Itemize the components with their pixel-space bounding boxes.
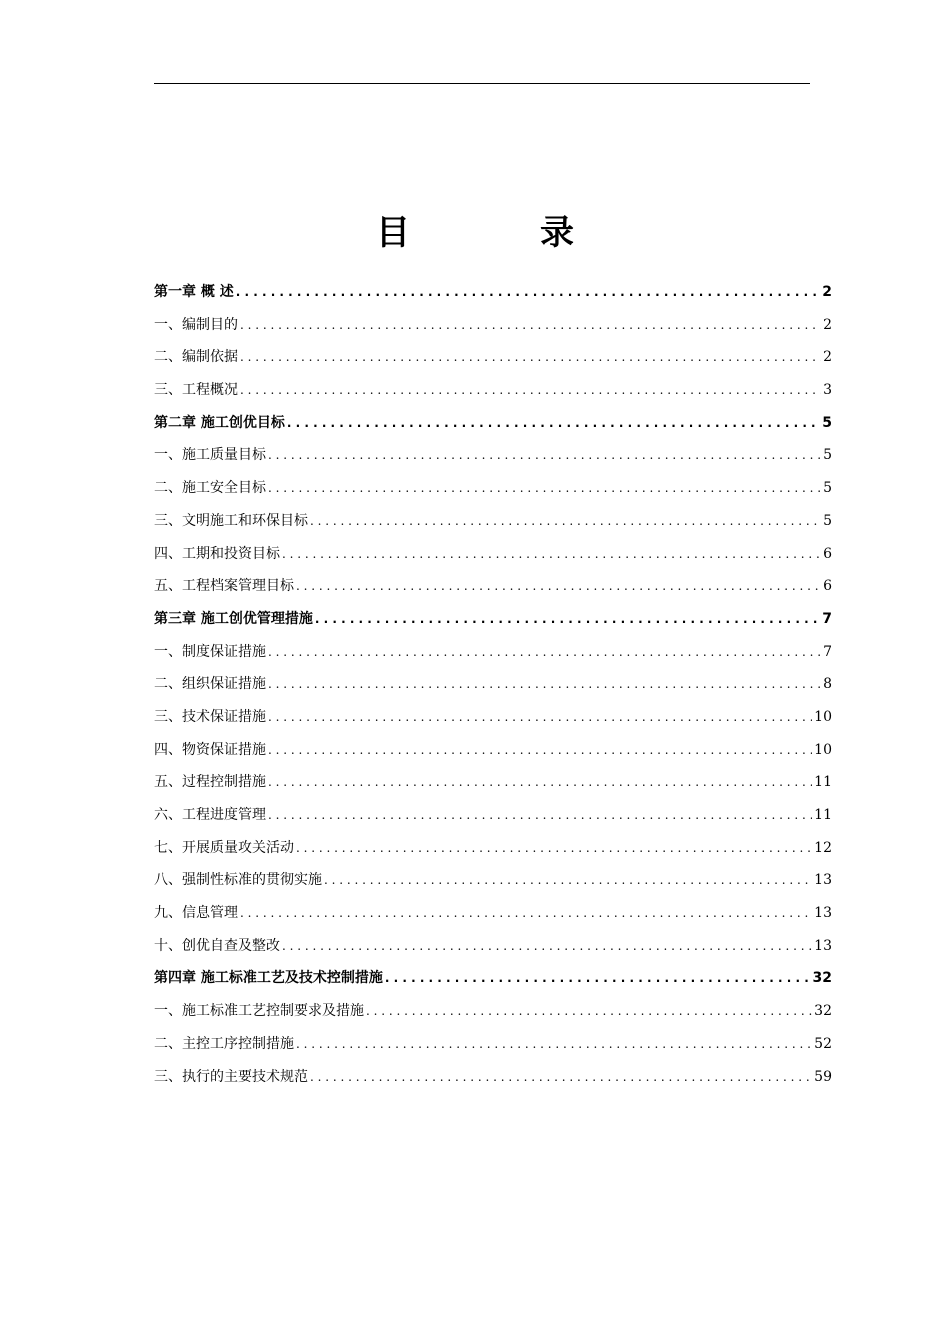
toc-entry-label: 八、强制性标准的贯彻实施 xyxy=(154,872,322,889)
toc-leader xyxy=(296,570,821,603)
toc-title: 目 录 xyxy=(376,213,622,253)
toc-entry-section[interactable] xyxy=(154,472,832,505)
toc-entry-label: 九、信息管理 xyxy=(154,905,238,922)
toc-leader xyxy=(385,962,811,995)
toc-page-number: 2 xyxy=(823,349,832,366)
toc-entry-section[interactable] xyxy=(154,864,832,897)
toc-entry-section[interactable] xyxy=(154,766,832,799)
toc-entry-label: 第三章 施工创优管理措施 xyxy=(154,610,313,627)
toc-page-number: 5 xyxy=(822,414,832,431)
toc-leader xyxy=(268,636,821,669)
toc-entry-label: 二、施工安全目标 xyxy=(154,480,266,497)
toc-leader xyxy=(268,766,812,799)
toc-page-number: 13 xyxy=(814,872,832,889)
toc-entry-section[interactable] xyxy=(154,570,832,603)
toc-entry-label: 二、编制依据 xyxy=(154,349,238,366)
toc-entry-label: 三、工程概况 xyxy=(154,382,238,399)
toc-page-number: 6 xyxy=(823,545,832,562)
toc-page-number: 13 xyxy=(814,937,832,954)
toc-entry-label: 三、技术保证措施 xyxy=(154,708,266,725)
toc-entry-label: 一、制度保证措施 xyxy=(154,643,266,660)
toc-leader xyxy=(310,505,821,538)
toc-entry-label: 四、工期和投资目标 xyxy=(154,545,280,562)
toc-entry-label: 第二章 施工创优目标 xyxy=(154,414,285,431)
toc-entry-chapter[interactable] xyxy=(154,962,832,995)
toc-entry-section[interactable] xyxy=(154,538,832,571)
toc-page-number: 10 xyxy=(814,708,832,725)
toc-leader xyxy=(282,538,821,571)
toc-page-number: 13 xyxy=(814,905,832,922)
toc-entry-label: 三、执行的主要技术规范 xyxy=(154,1068,308,1085)
toc-entry-section[interactable] xyxy=(154,799,832,832)
toc-entry-section[interactable] xyxy=(154,439,832,472)
toc-leader xyxy=(315,603,820,636)
toc-leader xyxy=(268,472,821,505)
toc-leader xyxy=(282,930,812,963)
toc-page-number: 32 xyxy=(814,1003,832,1020)
toc-entry-chapter[interactable] xyxy=(154,407,832,440)
toc-leader xyxy=(310,1061,812,1094)
toc-page-number: 10 xyxy=(814,741,832,758)
toc-leader xyxy=(268,668,821,701)
toc-entry-label: 第一章 概 述 xyxy=(154,284,234,300)
toc-leader xyxy=(268,799,812,832)
toc-entry-label: 五、过程控制措施 xyxy=(154,774,266,791)
toc-page-number: 2 xyxy=(823,316,832,333)
toc-page-number: 8 xyxy=(823,676,832,693)
toc-entry-section[interactable] xyxy=(154,930,832,963)
toc-entry-section[interactable] xyxy=(154,1061,832,1094)
toc-page-number: 59 xyxy=(814,1068,832,1085)
toc-page-number: 12 xyxy=(814,839,832,856)
toc-list xyxy=(154,276,832,1093)
toc-leader xyxy=(366,995,812,1028)
toc-page-number: 5 xyxy=(823,480,832,497)
toc-entry-section[interactable] xyxy=(154,832,832,865)
toc-entry-section[interactable] xyxy=(154,668,832,701)
toc-entry-section[interactable] xyxy=(154,897,832,930)
toc-entry-label: 第四章 施工标准工艺及技术控制措施 xyxy=(154,970,383,987)
toc-page-number: 3 xyxy=(823,382,832,399)
toc-entry-label: 五、工程档案管理目标 xyxy=(154,578,294,595)
toc-page-number: 6 xyxy=(823,578,832,595)
toc-entry-label: 七、开展质量攻关活动 xyxy=(154,839,294,856)
toc-entry-section[interactable] xyxy=(154,309,832,342)
toc-entry-label: 一、编制目的 xyxy=(154,316,238,333)
toc-entry-section[interactable] xyxy=(154,341,832,374)
toc-leader xyxy=(296,832,812,865)
toc-leader xyxy=(240,897,812,930)
toc-entry-label: 四、物资保证措施 xyxy=(154,741,266,758)
toc-entry-section[interactable] xyxy=(154,636,832,669)
toc-entry-chapter[interactable] xyxy=(154,276,832,309)
toc-entry-section[interactable] xyxy=(154,995,832,1028)
toc-entry-section[interactable] xyxy=(154,1028,832,1061)
toc-page-number: 7 xyxy=(822,610,832,627)
toc-page-number: 5 xyxy=(823,447,832,464)
toc-page-number: 5 xyxy=(823,512,832,529)
header-rule xyxy=(154,83,810,84)
toc-page-number: 11 xyxy=(814,774,832,791)
toc-leader xyxy=(236,276,821,309)
toc-leader xyxy=(296,1028,812,1061)
toc-page-number: 7 xyxy=(823,643,832,660)
toc-entry-section[interactable] xyxy=(154,734,832,767)
toc-entry-label: 十、创优自查及整改 xyxy=(154,937,280,954)
toc-leader xyxy=(324,864,812,897)
toc-entry-label: 一、施工标准工艺控制要求及措施 xyxy=(154,1003,364,1020)
toc-entry-label: 三、文明施工和环保目标 xyxy=(154,512,308,529)
toc-leader xyxy=(268,734,812,767)
toc-entry-label: 二、组织保证措施 xyxy=(154,676,266,693)
toc-leader xyxy=(240,341,821,374)
toc-page-number: 32 xyxy=(812,970,832,987)
toc-page-number: 11 xyxy=(814,807,832,823)
toc-entry-section[interactable] xyxy=(154,505,832,538)
toc-entry-chapter[interactable] xyxy=(154,603,832,636)
toc-page-number: 2 xyxy=(822,284,832,300)
toc-entry-section[interactable] xyxy=(154,374,832,407)
toc-entry-label: 二、主控工序控制措施 xyxy=(154,1035,294,1052)
toc-leader xyxy=(268,439,821,472)
toc-leader xyxy=(240,374,821,407)
toc-entry-label: 六、工程进度管理 xyxy=(154,807,266,823)
toc-page-number: 52 xyxy=(814,1035,832,1052)
toc-entry-section[interactable] xyxy=(154,701,832,734)
toc-leader xyxy=(268,701,812,734)
toc-leader xyxy=(287,407,820,440)
toc-entry-label: 一、施工质量目标 xyxy=(154,447,266,464)
toc-leader xyxy=(240,309,821,342)
